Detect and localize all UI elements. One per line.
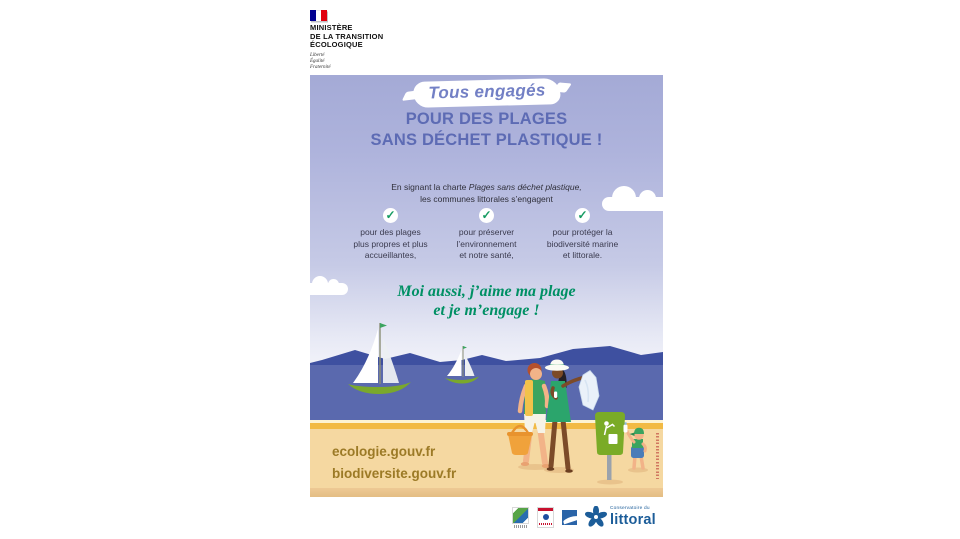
conservatoire-du-littoral-logo	[585, 506, 656, 528]
conservatoire-label-bottom: littoral	[610, 511, 656, 528]
partner-logo-1-icon	[512, 507, 529, 524]
sailboats	[345, 320, 485, 398]
badge-label: Tous engagés	[427, 80, 546, 103]
cloud-icon	[310, 283, 348, 295]
charter-name: Plages sans déchet plastique,	[468, 182, 582, 192]
photo-credit-vertical	[656, 433, 659, 479]
partner-logo-2	[537, 507, 554, 528]
sailboat-large	[348, 323, 411, 394]
sailboat-small	[445, 346, 479, 384]
partner-logo-1	[512, 507, 529, 528]
woman-dress	[546, 381, 571, 422]
commitment-item: ✓ pour protéger la biodiversité marine et littorale.	[546, 208, 619, 260]
beach-towel	[525, 380, 533, 416]
partner-logo-2-icon	[537, 507, 554, 528]
ministry-name-line: DE LA TRANSITION	[310, 31, 384, 41]
conservatoire-label-top: Conservatoire du	[610, 505, 650, 511]
url-ecologie: ecologie.gouv.fr	[332, 444, 436, 459]
slogan: Moi aussi, j’aime ma plage et je m’engage !	[397, 283, 576, 319]
commitment-item: ✓ pour des plages plus propres et plus accueillantes,	[353, 208, 428, 260]
ministry-name-line: MINISTÈRE	[310, 23, 353, 32]
trash-bin	[595, 412, 625, 480]
intro-line2: les communes littorales s’engagent	[420, 194, 553, 204]
partner-logo-3	[562, 510, 577, 525]
man-figure	[507, 363, 550, 468]
french-flag-icon	[310, 10, 327, 21]
check-icon: ✓	[479, 208, 494, 223]
title-line: POUR DES PLAGES	[405, 110, 568, 128]
cloud-icon	[602, 197, 663, 211]
bin-pole	[607, 454, 612, 480]
intro-prefix: En signant la charte	[391, 182, 467, 192]
sun-hat	[545, 360, 569, 371]
ministry-logo-block	[310, 10, 383, 71]
partner-logo-3-icon	[562, 510, 577, 525]
ministry-name	[310, 24, 383, 50]
ministry-name-line: ÉCOLOGIQUE	[310, 40, 363, 49]
check-icon: ✓	[575, 208, 590, 223]
poster-title	[310, 109, 663, 151]
woman-figure	[545, 360, 599, 473]
commitments-row	[310, 208, 663, 262]
commitment-item: ✓ pour préserver l’environnement et notre santé,	[456, 208, 517, 260]
beach-scene	[495, 358, 663, 490]
child-figure	[624, 422, 646, 468]
title-line: SANS DÉCHET PLASTIQUE !	[370, 131, 603, 149]
flower-icon	[585, 506, 607, 528]
footer-logos-row	[512, 502, 656, 532]
check-icon: ✓	[383, 208, 398, 223]
badge-tous-engages	[413, 78, 561, 108]
url-biodiversite: biodiversite.gouv.fr	[332, 465, 457, 481]
poster	[310, 75, 663, 497]
website-urls	[332, 441, 456, 484]
republic-motto: Liberté Égalité Fraternité	[310, 52, 331, 70]
